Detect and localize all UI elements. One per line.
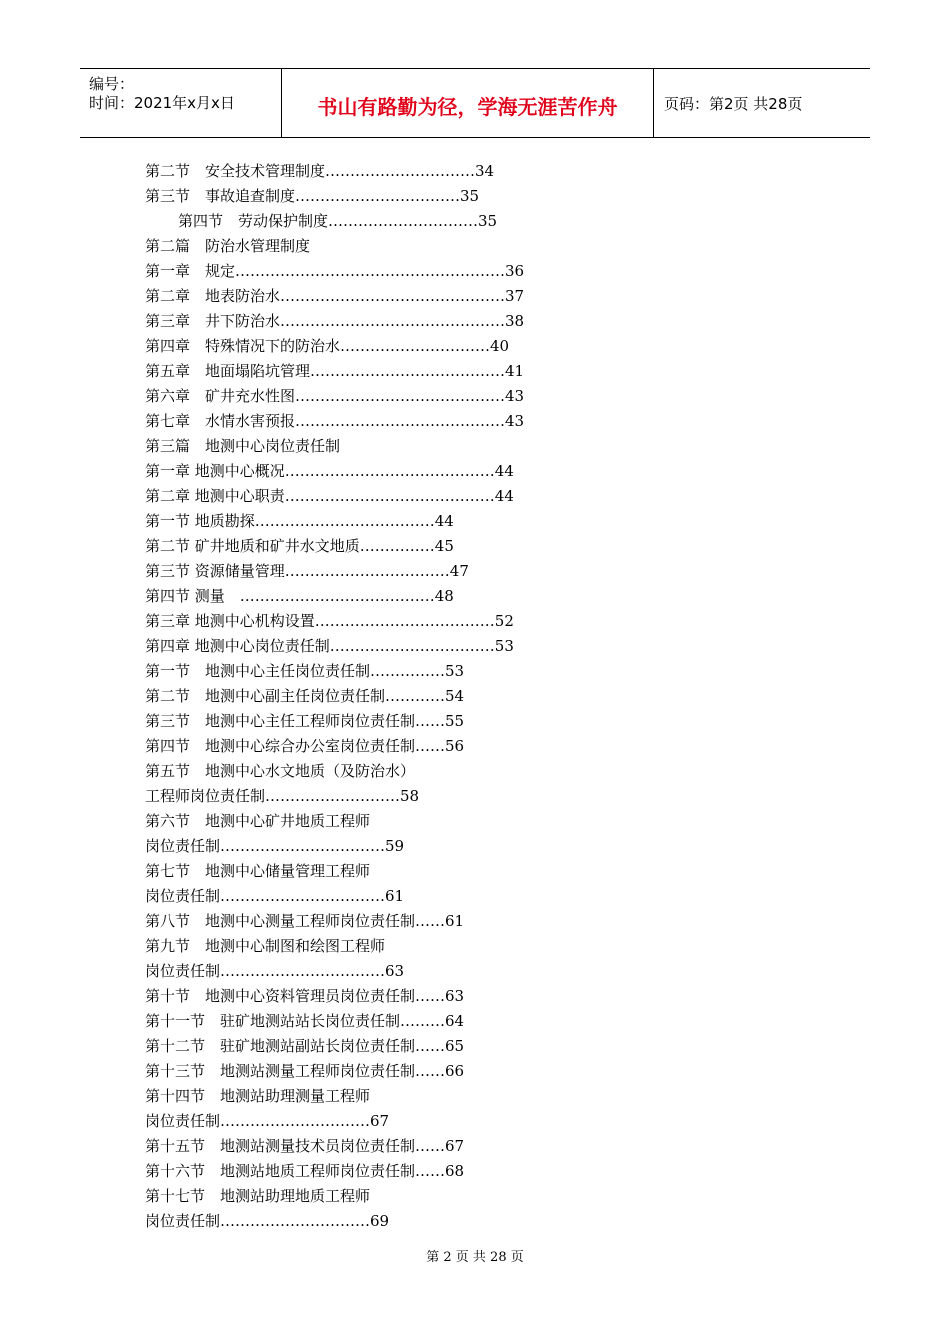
header-page-cell [655,69,870,137]
page-footer: 第 2 页 共 28 页 [426,1250,524,1265]
toc-line: 第五节 地测中心水文地质（及防治水） [145,762,416,780]
toc-line: 第三节 事故追查制度……………………………35 [145,187,480,205]
time-label: 时间：2021年x月x日 [89,94,235,112]
toc-line: 第七节 地测中心储量管理工程师 [145,862,371,880]
toc-line: 第二章 地表防治水………………………………………37 [145,287,525,305]
toc-line: 岗位责任制…………………………67 [145,1112,390,1130]
toc-line: 第五章 地面塌陷坑管理…………………………………41 [145,362,525,380]
toc-line: 工程师岗位责任制………………………58 [145,787,420,805]
toc-line: 第四节 地测中心综合办公室岗位责任制……56 [145,737,465,755]
toc-line: 第九节 地测中心制图和绘图工程师 [145,937,386,955]
motto-text: 书山有路勤为径，学海无涯苦作舟 [317,95,618,119]
toc-line: 第一章 规定………………………………………………36 [145,262,525,280]
toc-line: 第一章 地测中心概况……………………………………44 [145,462,514,480]
toc-line: 第十二节 驻矿地测站副站长岗位责任制……65 [145,1037,465,1055]
toc-line: 第二章 地测中心职责……………………………………44 [145,487,514,505]
toc-line: 第四章 特殊情况下的防治水…………………………40 [145,337,510,355]
toc-line: 岗位责任制……………………………59 [145,837,405,855]
toc-line: 第七章 水情水害预报……………………………………43 [145,412,525,430]
toc-line: 第八节 地测中心测量工程师岗位责任制……61 [145,912,465,930]
toc-line: 第二篇 防治水管理制度 [145,237,311,255]
toc-line: 第一节 地质勘探………………………………44 [145,512,454,530]
toc-line: 第三节 地测中心主任工程师岗位责任制……55 [145,712,465,730]
toc-line: 第二节 矿井地质和矿井水文地质……………45 [145,537,454,555]
toc-line: 第四节 劳动保护制度…………………………35 [178,212,498,230]
document-header [80,68,870,138]
toc-line: 第六章 矿井充水性图……………………………………43 [145,387,525,405]
toc-line: 第四节 测量 …………………………………48 [145,587,454,605]
page-info: 页码：第2页 共28页 [664,95,803,113]
toc-line: 岗位责任制…………………………69 [145,1212,390,1230]
toc-line: 岗位责任制……………………………63 [145,962,405,980]
toc-line: 第一节 地测中心主任岗位责任制……………53 [145,662,465,680]
toc-line: 第十一节 驻矿地测站站长岗位责任制………64 [145,1012,465,1030]
toc-line: 第十五节 地测站测量技术员岗位责任制……67 [145,1137,465,1155]
toc-line: 第二节 地测中心副主任岗位责任制…………54 [145,687,465,705]
toc-line: 第四章 地测中心岗位责任制……………………………53 [145,637,514,655]
toc-line: 第十三节 地测站测量工程师岗位责任制……66 [145,1062,465,1080]
toc-line: 第三章 井下防治水………………………………………38 [145,312,525,330]
toc-line: 第十七节 地测站助理地质工程师 [145,1187,371,1205]
toc-line: 第三章 地测中心机构设置………………………………52 [145,612,514,630]
toc-line: 第六节 地测中心矿井地质工程师 [145,812,371,830]
toc-line: 岗位责任制……………………………61 [145,887,405,905]
header-meta-cell [80,69,282,137]
toc-line: 第三节 资源储量管理……………………………47 [145,562,469,580]
toc-line: 第十六节 地测站地质工程师岗位责任制……68 [145,1162,465,1180]
toc-line: 第三篇 地测中心岗位责任制 [145,437,341,455]
toc-line: 第十四节 地测站助理测量工程师 [145,1087,371,1105]
code-label: 编号： [89,75,135,93]
toc-line: 第十节 地测中心资料管理员岗位责任制……63 [145,987,465,1005]
header-motto-cell [282,69,654,137]
toc-line: 第二节 安全技术管理制度…………………………34 [145,162,495,180]
